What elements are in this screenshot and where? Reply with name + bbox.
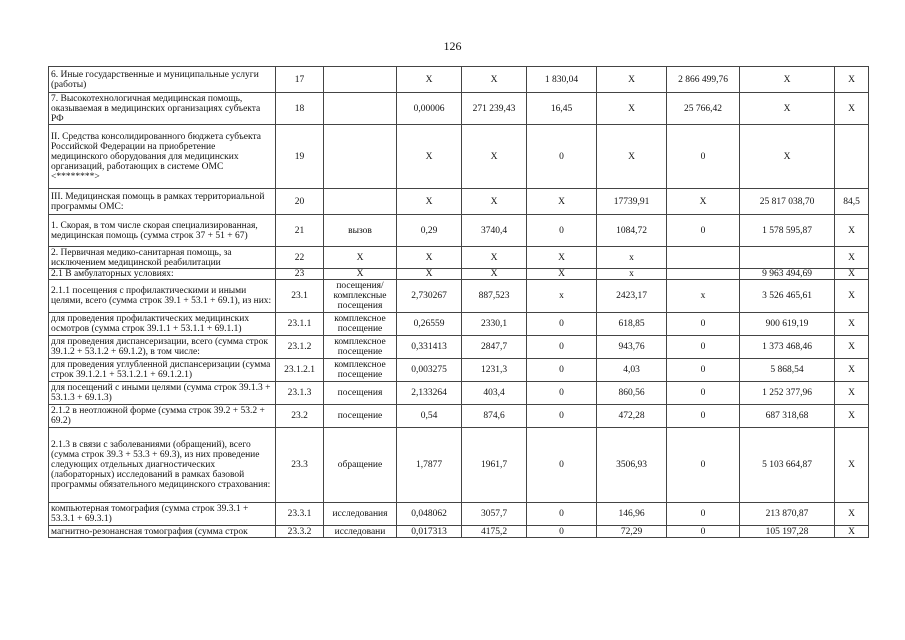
table-row	[49, 93, 869, 125]
cell-unit: комплексное посещение	[324, 313, 397, 336]
cell-per-capita-oms: x	[597, 247, 667, 269]
cell-share: 84,5	[835, 189, 869, 215]
cell-per-capita-budget: 0	[527, 359, 597, 382]
table-row	[49, 189, 869, 215]
cell-volume: 2,730267	[397, 280, 462, 313]
cell-per-capita-budget: 0	[527, 526, 597, 538]
cell-volume: 0,048062	[397, 503, 462, 526]
cell-row-name: компьютерная томография (сумма строк 39.3.1 + 53.3.1 + 69.3.1)	[49, 503, 276, 526]
cell-row-name: 2. Первичная медико-санитарная помощь, за исключением медицинской реабилитации	[49, 247, 276, 269]
cell-total-budget: 0	[667, 405, 740, 428]
cell-per-capita-oms: 1084,72	[597, 215, 667, 247]
cell-volume: 0,54	[397, 405, 462, 428]
cell-volume: 1,7877	[397, 428, 462, 503]
cell-row-name: III. Медицинская помощь в рамках территориальной программы ОМС:	[49, 189, 276, 215]
cell-total-oms: 1 373 468,46	[740, 336, 835, 359]
table-row	[49, 247, 869, 269]
cell-total-budget: x	[667, 280, 740, 313]
table-row	[49, 526, 869, 538]
cell-volume: 0,26559	[397, 313, 462, 336]
cell-total-budget: 0	[667, 125, 740, 189]
cell-cost-per-unit: 2847,7	[462, 336, 527, 359]
cell-total-oms: 25 817 038,70	[740, 189, 835, 215]
cell-row-name: для проведения профилактических медицинских осмотров (сумма строк 39.1.1 + 53.1.1 + 69.1.1)	[49, 313, 276, 336]
cell-row-name: 2.1 В амбулаторных условиях:	[49, 269, 276, 280]
cell-share: X	[835, 526, 869, 538]
cell-unit: комплексное посещение	[324, 336, 397, 359]
cell-row-name: магнитно-резонансная томография (сумма строк	[49, 526, 276, 538]
cell-share: X	[835, 280, 869, 313]
table-row	[49, 67, 869, 93]
cell-per-capita-budget: 16,45	[527, 93, 597, 125]
table-body	[49, 67, 869, 538]
cell-total-budget: 0	[667, 336, 740, 359]
cell-unit: посещение	[324, 405, 397, 428]
cell-per-capita-budget: X	[527, 269, 597, 280]
cell-unit: посещения	[324, 382, 397, 405]
table-row	[49, 269, 869, 280]
table-row	[49, 215, 869, 247]
cell-share: X	[835, 503, 869, 526]
cell-total-budget: 25 766,42	[667, 93, 740, 125]
cell-share: X	[835, 93, 869, 125]
cell-row-name: 2.1.3 в связи с заболеваниями (обращений), всего (сумма строк 39.3 + 53.3 + 69.3), из них проведение следующих отдельных диагностических (лабораторных) исследований в рамках базовой программы обязательного медицинского страхования:	[49, 428, 276, 503]
cell-share: X	[835, 359, 869, 382]
table-row	[49, 313, 869, 336]
cell-unit	[324, 67, 397, 93]
cell-row-code: 23	[276, 269, 324, 280]
cell-per-capita-oms: 17739,91	[597, 189, 667, 215]
cell-row-name: 7. Высокотехнологичная медицинская помощь, оказываемая в медицинских организациях субъекта РФ	[49, 93, 276, 125]
cell-cost-per-unit: 1961,7	[462, 428, 527, 503]
cell-row-code: 23.1.2.1	[276, 359, 324, 382]
cell-row-code: 17	[276, 67, 324, 93]
cell-unit: комплексное посещение	[324, 359, 397, 382]
cell-cost-per-unit: 2330,1	[462, 313, 527, 336]
cell-per-capita-oms: X	[597, 67, 667, 93]
cell-volume: X	[397, 125, 462, 189]
cell-total-oms: 5 868,54	[740, 359, 835, 382]
cell-row-code: 23.1.2	[276, 336, 324, 359]
cell-per-capita-budget: 0	[527, 313, 597, 336]
cell-unit: исследования	[324, 503, 397, 526]
cell-volume: X	[397, 67, 462, 93]
cell-total-oms: 105 197,28	[740, 526, 835, 538]
cell-total-oms: X	[740, 67, 835, 93]
cell-row-code: 21	[276, 215, 324, 247]
cell-total-oms: 900 619,19	[740, 313, 835, 336]
cell-row-code: 18	[276, 93, 324, 125]
cell-unit	[324, 125, 397, 189]
cell-unit	[324, 189, 397, 215]
cell-row-code: 22	[276, 247, 324, 269]
cell-volume: X	[397, 189, 462, 215]
cell-unit: X	[324, 269, 397, 280]
cell-share: X	[835, 405, 869, 428]
cell-row-name: II. Средства консолидированного бюджета субъекта Российской Федерации на приобретение медицинского оборудования для медицинских организаций, работающих в системе ОМС <********>	[49, 125, 276, 189]
cell-cost-per-unit: 3057,7	[462, 503, 527, 526]
cell-cost-per-unit: 887,523	[462, 280, 527, 313]
cell-total-oms: X	[740, 93, 835, 125]
cell-per-capita-oms: 4,03	[597, 359, 667, 382]
cell-cost-per-unit: 4175,2	[462, 526, 527, 538]
cell-row-code: 23.3.2	[276, 526, 324, 538]
cell-row-code: 19	[276, 125, 324, 189]
cell-per-capita-oms: 943,76	[597, 336, 667, 359]
cell-per-capita-oms: 3506,93	[597, 428, 667, 503]
cell-row-name: для посещений с иными целями (сумма строк 39.1.3 + 53.1.3 + 69.1.3)	[49, 382, 276, 405]
cell-per-capita-budget: x	[527, 280, 597, 313]
cell-per-capita-oms: X	[597, 125, 667, 189]
cell-share: X	[835, 313, 869, 336]
cell-unit: посещения/комплексные посещения	[324, 280, 397, 313]
cell-row-name: 1. Скорая, в том числе скорая специализированная, медицинская помощь (сумма строк 37 + 51 + 67)	[49, 215, 276, 247]
cell-unit: вызов	[324, 215, 397, 247]
cell-row-code: 23.2	[276, 405, 324, 428]
cell-row-code: 23.3	[276, 428, 324, 503]
cell-per-capita-oms: X	[597, 93, 667, 125]
table-row	[49, 125, 869, 189]
cell-row-name: 2.1.2 в неотложной форме (сумма строк 39.2 + 53.2 + 69.2)	[49, 405, 276, 428]
table-row	[49, 428, 869, 503]
cell-volume: 0,017313	[397, 526, 462, 538]
cell-per-capita-budget: 0	[527, 382, 597, 405]
cell-cost-per-unit: 403,4	[462, 382, 527, 405]
cell-row-code: 20	[276, 189, 324, 215]
cell-total-oms: 1 578 595,87	[740, 215, 835, 247]
cell-volume: X	[397, 247, 462, 269]
cell-per-capita-budget: 0	[527, 215, 597, 247]
cell-per-capita-oms: 618,85	[597, 313, 667, 336]
cell-total-oms: 5 103 664,87	[740, 428, 835, 503]
cell-row-code: 23.1.1	[276, 313, 324, 336]
table-row	[49, 280, 869, 313]
cell-per-capita-budget: 0	[527, 503, 597, 526]
cell-per-capita-budget: 0	[527, 125, 597, 189]
cell-per-capita-budget: 1 830,04	[527, 67, 597, 93]
cell-total-budget: X	[667, 189, 740, 215]
table-row	[49, 336, 869, 359]
cell-cost-per-unit: 3740,4	[462, 215, 527, 247]
cell-row-code: 23.1	[276, 280, 324, 313]
cell-cost-per-unit: X	[462, 125, 527, 189]
page-number: 126	[443, 39, 462, 53]
table-row	[49, 503, 869, 526]
cell-cost-per-unit: 874,6	[462, 405, 527, 428]
cell-share: X	[835, 215, 869, 247]
cell-volume: 0,331413	[397, 336, 462, 359]
cell-cost-per-unit: X	[462, 189, 527, 215]
cell-volume: 2,133264	[397, 382, 462, 405]
cell-row-code: 23.1.3	[276, 382, 324, 405]
cell-total-budget: 0	[667, 428, 740, 503]
cell-cost-per-unit: 1231,3	[462, 359, 527, 382]
cell-total-oms: 3 526 465,61	[740, 280, 835, 313]
cell-per-capita-oms: 472,28	[597, 405, 667, 428]
cell-per-capita-oms: 2423,17	[597, 280, 667, 313]
cell-per-capita-budget: 0	[527, 336, 597, 359]
cell-cost-per-unit: 271 239,43	[462, 93, 527, 125]
cell-total-oms: X	[740, 125, 835, 189]
cell-unit: X	[324, 247, 397, 269]
report-table	[48, 66, 869, 538]
cell-share: X	[835, 336, 869, 359]
cell-cost-per-unit: X	[462, 247, 527, 269]
cell-per-capita-budget: 0	[527, 428, 597, 503]
cell-total-budget	[667, 247, 740, 269]
cell-share: X	[835, 428, 869, 503]
cell-total-oms: 213 870,87	[740, 503, 835, 526]
cell-total-oms: 9 963 494,69	[740, 269, 835, 280]
table-row	[49, 405, 869, 428]
cell-row-name: для проведения углубленной диспансеризации (сумма строк 39.1.2.1 + 53.1.2.1 + 69.1.2.1)	[49, 359, 276, 382]
cell-volume: 0,00006	[397, 93, 462, 125]
cell-per-capita-budget: X	[527, 189, 597, 215]
cell-share: X	[835, 269, 869, 280]
cell-row-name: для проведения диспансеризации, всего (сумма строк 39.1.2 + 53.1.2 + 69.1.2), в том числе:	[49, 336, 276, 359]
cell-total-oms	[740, 247, 835, 269]
cell-total-oms: 687 318,68	[740, 405, 835, 428]
cell-share	[835, 125, 869, 189]
cell-share: X	[835, 382, 869, 405]
table-row	[49, 359, 869, 382]
cell-unit: обращение	[324, 428, 397, 503]
cell-row-name: 6. Иные государственные и муниципальные услуги (работы)	[49, 67, 276, 93]
cell-unit: исследовани	[324, 526, 397, 538]
cell-share: X	[835, 247, 869, 269]
cell-unit	[324, 93, 397, 125]
cell-volume: 0,29	[397, 215, 462, 247]
cell-total-budget: 0	[667, 359, 740, 382]
cell-total-budget: 0	[667, 313, 740, 336]
cell-share: X	[835, 67, 869, 93]
cell-cost-per-unit: X	[462, 67, 527, 93]
cell-total-budget: 0	[667, 503, 740, 526]
cell-per-capita-oms: 860,56	[597, 382, 667, 405]
cell-total-oms: 1 252 377,96	[740, 382, 835, 405]
table-row	[49, 382, 869, 405]
cell-volume: 0,003275	[397, 359, 462, 382]
cell-per-capita-oms: 72,29	[597, 526, 667, 538]
cell-row-name: 2.1.1 посещения с профилактическими и иными целями, всего (сумма строк 39.1 + 53.1 + 69.1), из них:	[49, 280, 276, 313]
cell-total-budget: 0	[667, 382, 740, 405]
cell-per-capita-oms: x	[597, 269, 667, 280]
cell-per-capita-budget: 0	[527, 405, 597, 428]
cell-total-budget: 2 866 499,76	[667, 67, 740, 93]
cell-row-code: 23.3.1	[276, 503, 324, 526]
cell-volume: X	[397, 269, 462, 280]
cell-per-capita-oms: 146,96	[597, 503, 667, 526]
cell-per-capita-budget: X	[527, 247, 597, 269]
cell-total-budget: 0	[667, 215, 740, 247]
cell-total-budget	[667, 269, 740, 280]
cell-total-budget: 0	[667, 526, 740, 538]
cell-cost-per-unit: X	[462, 269, 527, 280]
